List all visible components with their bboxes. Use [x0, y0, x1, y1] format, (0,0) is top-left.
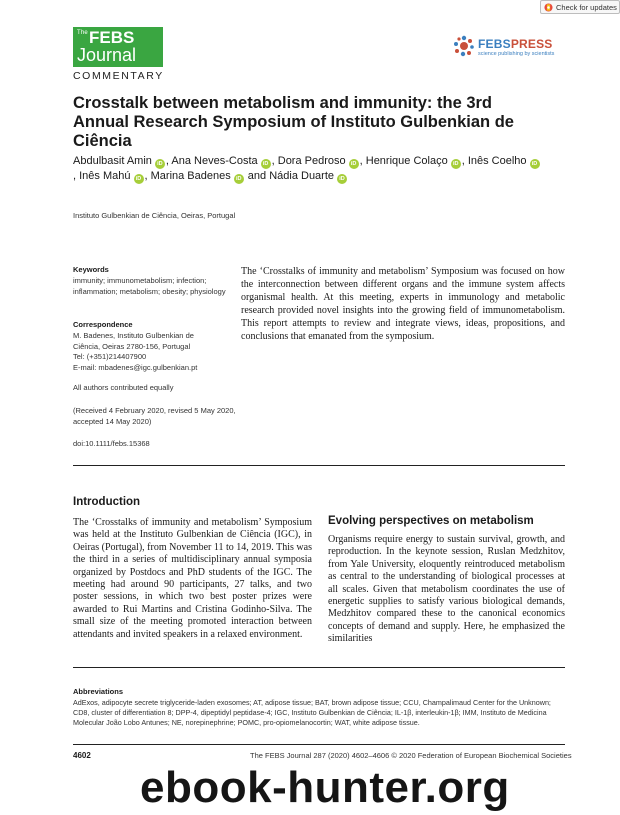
evolving-text: Organisms require energy to sustain survival, growth, and reproduction. In the keynote session, Ruslan Medzhitov, from Yale University, eloquently reintroduced metabolism as central to the understanding of biological processes at all scales. Given that metabolism coordinates the use of energetic supplies to satisfy various biological demands, Medzhitov compared these to the canonical economics concepts of demand and supply. Here, he emphasized the similarities [328, 534, 565, 645]
contribution-note: All authors contributed equally [73, 383, 174, 392]
abstract: The ‘Crosstalks of immunity and metabolism’ Symposium was focused on how the interconnection between different organs and the immune system affects organismal health. At this meeting, experts in immunology and metabolic research provided novel insights into the growing field of immunometabolism. This report attempts to review and integrate views, ideas, propositions, and conclusions that emanated from the symposium. [241, 266, 565, 342]
abbreviations-text: AdExos, adipocyte secrete triglyceride-laden exosomes; AT, adipose tissue; BAT, brown adipose tissue; CCU, Champalimaud Center for the Unknown; CD8, cluster of differentiation 8; DPP-4, dipeptidyl peptidase-4; IGC, Instituto Gulbenkian de Ciência; IL-1β, interleukin-1β; IMM, Instituto de Medicina Molecular João Lobo Antunes; NE, norepinephrine; POMC, pro-opiomelanocortin; WAT, white adipose tissue. [73, 698, 551, 727]
orcid-icon[interactable]: iD [234, 174, 244, 184]
page-number: 4602 [73, 751, 91, 760]
affiliation: Instituto Gulbenkian de Ciência, Oeiras, Portugal [73, 211, 236, 220]
author-separator: , [165, 155, 172, 167]
article-title: Crosstalk between metabolism and immunity: the 3rd Annual Research Symposium of Instituto Gulbenkian de Ciência [73, 94, 514, 150]
orcid-icon[interactable]: iD [155, 159, 165, 169]
introduction-text: The ‘Crosstalks of immunity and metabolism’ Symposium was held at the Instituto Gulbenkian de Ciência (IGC), in Oeiras (Portugal), from November 11 to 14, 2019. This was the third in a series of multidisciplinary annual symposia organized by Postdocs and PhD students of the IGC. The meeting had around 90 participants, 27 talks, and two poster sessions, in which two best poster prizes were awarded to Rui Martins and Cristina Godinho-Silva. The small size of the meeting promoted interaction between attendants and invited speakers in a relaxed environment. [73, 517, 312, 640]
divider [73, 667, 565, 668]
watermark: ebook-hunter.org [140, 763, 510, 812]
author-name: Abdulbasit Amin [73, 155, 152, 167]
author-separator: , [461, 155, 468, 167]
author-separator: and [244, 170, 270, 182]
divider [73, 744, 565, 745]
correspondence-block [73, 331, 238, 373]
orcid-icon[interactable]: iD [261, 159, 271, 169]
correspondence-line: M. Badenes, Instituto Gulbenkian de [73, 331, 194, 340]
febs-press-logo [452, 34, 570, 62]
crossmark-icon [544, 3, 553, 12]
footer-citation: The FEBS Journal 287 (2020) 4602–4606 © 2020 Federation of European Biochemical Societies [250, 751, 572, 760]
abbreviations-label: Abbreviations [73, 687, 124, 696]
correspondence-phone: Tel: (+351)214407900 [73, 352, 147, 361]
orcid-icon[interactable]: iD [349, 159, 359, 169]
author-name: Ana Neves-Costa [171, 155, 258, 167]
orcid-icon[interactable]: iD [337, 174, 347, 184]
orcid-icon[interactable]: iD [134, 174, 144, 184]
author-name: Inês Mahú [79, 170, 131, 182]
logo-journal: Journal [77, 45, 137, 65]
press-tagline: science publishing by scientists [478, 51, 555, 57]
author-name: Henrique Colaço [365, 155, 448, 167]
evolving-heading: Evolving perspectives on metabolism [328, 515, 534, 527]
author-name: Inês Coelho [467, 155, 527, 167]
received-dates: (Received 4 February 2020, revised 5 May 2020, accepted 14 May 2020) [73, 406, 236, 426]
author-name: Marina Badenes [150, 170, 231, 182]
doi-link[interactable]: doi:10.1111/febs.15368 [73, 439, 150, 448]
febs-press-dots-icon [452, 34, 476, 58]
check-for-updates-button[interactable] [540, 0, 620, 14]
check-for-updates-label: Check for updates [556, 2, 617, 12]
febs-journal-logo [73, 27, 163, 67]
keywords-text: immunity; immunometabolism; infection; inflammation; metabolism; obesity; physiology [73, 276, 226, 296]
divider [73, 465, 565, 466]
introduction-heading: Introduction [73, 496, 141, 508]
orcid-icon[interactable]: iD [530, 159, 540, 169]
section-label: COMMENTARY [73, 70, 164, 82]
author-separator: , [359, 155, 366, 167]
author-separator: , [73, 170, 80, 182]
press-name: FEBSPRESS [478, 37, 553, 51]
author-separator: , [271, 155, 278, 167]
logo-the: The [77, 30, 88, 36]
author-separator: , [144, 170, 151, 182]
author-list [73, 154, 563, 184]
correspondence-label: Correspondence [73, 320, 133, 329]
author-name: Nádia Duarte [269, 170, 335, 182]
correspondence-email[interactable]: E-mail: mbadenes@igc.gulbenkian.pt [73, 362, 198, 372]
author-name: Dora Pedroso [277, 155, 346, 167]
correspondence-line: Ciência, Oeiras 2780-156, Portugal [73, 341, 191, 351]
logo-febs: FEBS [89, 28, 135, 47]
orcid-icon[interactable]: iD [451, 159, 461, 169]
keywords-label: Keywords [73, 265, 109, 274]
